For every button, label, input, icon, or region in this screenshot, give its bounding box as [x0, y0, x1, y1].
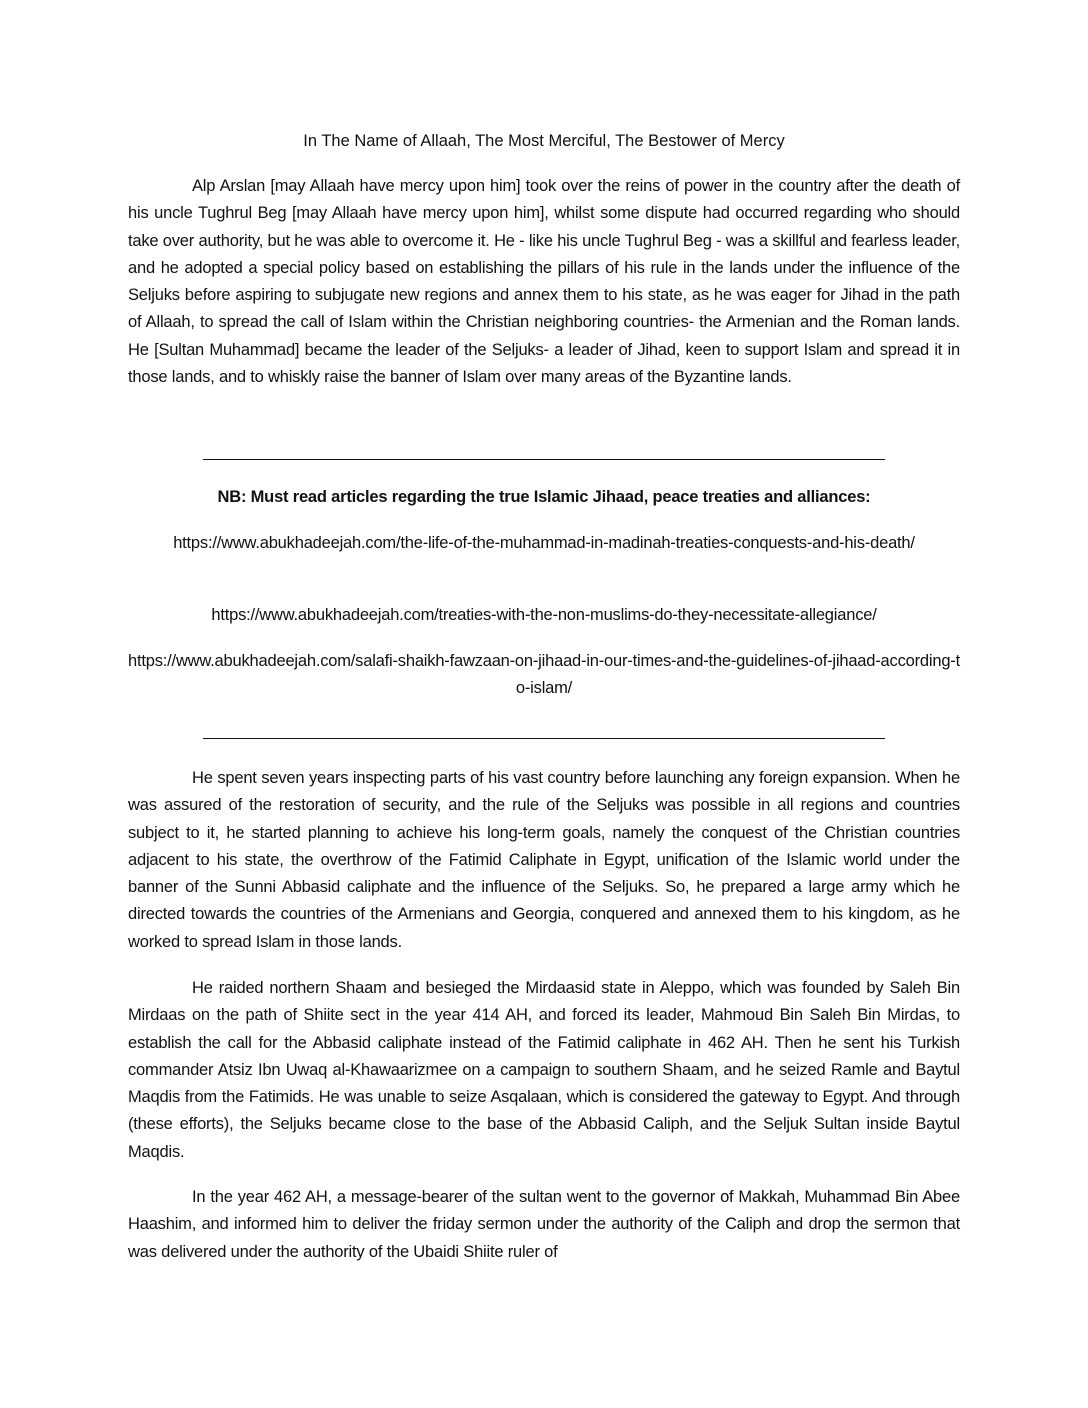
paragraph-seven-years: He spent seven years inspecting parts of his vast country before launching any foreign expansion. When he was assured of the restoration of security, and the rule of the Seljuks was possible in all regions and countries subject to it, he started planning to achieve his long-term goals, namely the conquest of the Christian countries adjacent to his state, the overthrow of the Fatimid Caliphate in Egypt, unification of the Islamic world under the banner of the Sunni Abbasid caliphate and the influence of the Seljuks. So, he prepared a large army which he directed towards the countries of the Armenians and Georgia, conquered and annexed them to his kingdom, as he worked to spread Islam in those lands.: [128, 769, 960, 951]
article-link[interactable]: https://www.abukhadeejah.com/the-life-of-the-muhammad-in-madinah-treaties-conquests-and-his-death/: [173, 534, 915, 552]
divider-bottom: [203, 738, 885, 739]
article-link[interactable]: https://www.abukhadeejah.com/salafi-shaikh-fawzaan-on-jihaad-in-our-times-and-the-guidelines-of-jihaad-according-to-islam/: [128, 652, 960, 697]
nb-heading: NB: Must read articles regarding the true Islamic Jihaad, peace treaties and alliances:: [217, 488, 871, 506]
article-link[interactable]: https://www.abukhadeejah.com/treaties-with-the-non-muslims-do-they-necessitate-allegiance/: [211, 606, 877, 624]
document-title: In The Name of Allaah, The Most Merciful, The Bestower of Mercy: [303, 132, 785, 150]
paragraph-alp-arslan: Alp Arslan [may Allaah have mercy upon him] took over the reins of power in the country after the death of his uncle Tughrul Beg [may Allaah have mercy upon him], whilst some dispute had occurred regarding who should take over authority, but he was able to overcome it. He - like his uncle Tughrul Beg - was a skillful and fearless leader, and he adopted a special policy based on establishing the pillars of his rule in the lands under the influence of the Seljuks before aspiring to subjugate new regions and annex them to his state, as he was eager for Jihad in the path of Allaah, to spread the call of Islam within the Christian neighboring countries- the Armenian and the Roman lands. He [Sultan Muhammad] became the leader of the Seljuks- a leader of Jihad, keen to support Islam and spread it in those lands, and to whiskly raise the banner of Islam over many areas of the Byzantine lands.: [128, 177, 960, 387]
divider-top: [203, 459, 885, 460]
paragraph-shaam-raid: He raided northern Shaam and besieged the Mirdaasid state in Aleppo, which was founded by Saleh Bin Mirdaas on the path of Shiite sect in the year 414 AH, and forced its leader, Mahmoud Bin Saleh Bin Mirdas, to establish the call for the Abbasid caliphate instead of the Fatimid caliphate in 462 AH. Then he sent his Turkish commander Atsiz Ibn Uwaq al-Khawaarizmee on a campaign to southern Shaam, and he seized Ramle and Baytul Maqdis from the Fatimids. He was unable to seize Asqalaan, which is considered the gateway to Egypt. And through (these efforts), the Seljuks became close to the base of the Abbasid Caliph, and the Seljuk Sultan inside Baytul Maqdis.: [128, 979, 960, 1161]
paragraph-makkah: In the year 462 AH, a message-bearer of the sultan went to the governor of Makkah, Muhammad Bin Abee Haashim, and informed him to deliver the friday sermon under the authority of the Caliph and drop the sermon that was delivered under the authority of the Ubaidi Shiite ruler of: [128, 1188, 960, 1261]
